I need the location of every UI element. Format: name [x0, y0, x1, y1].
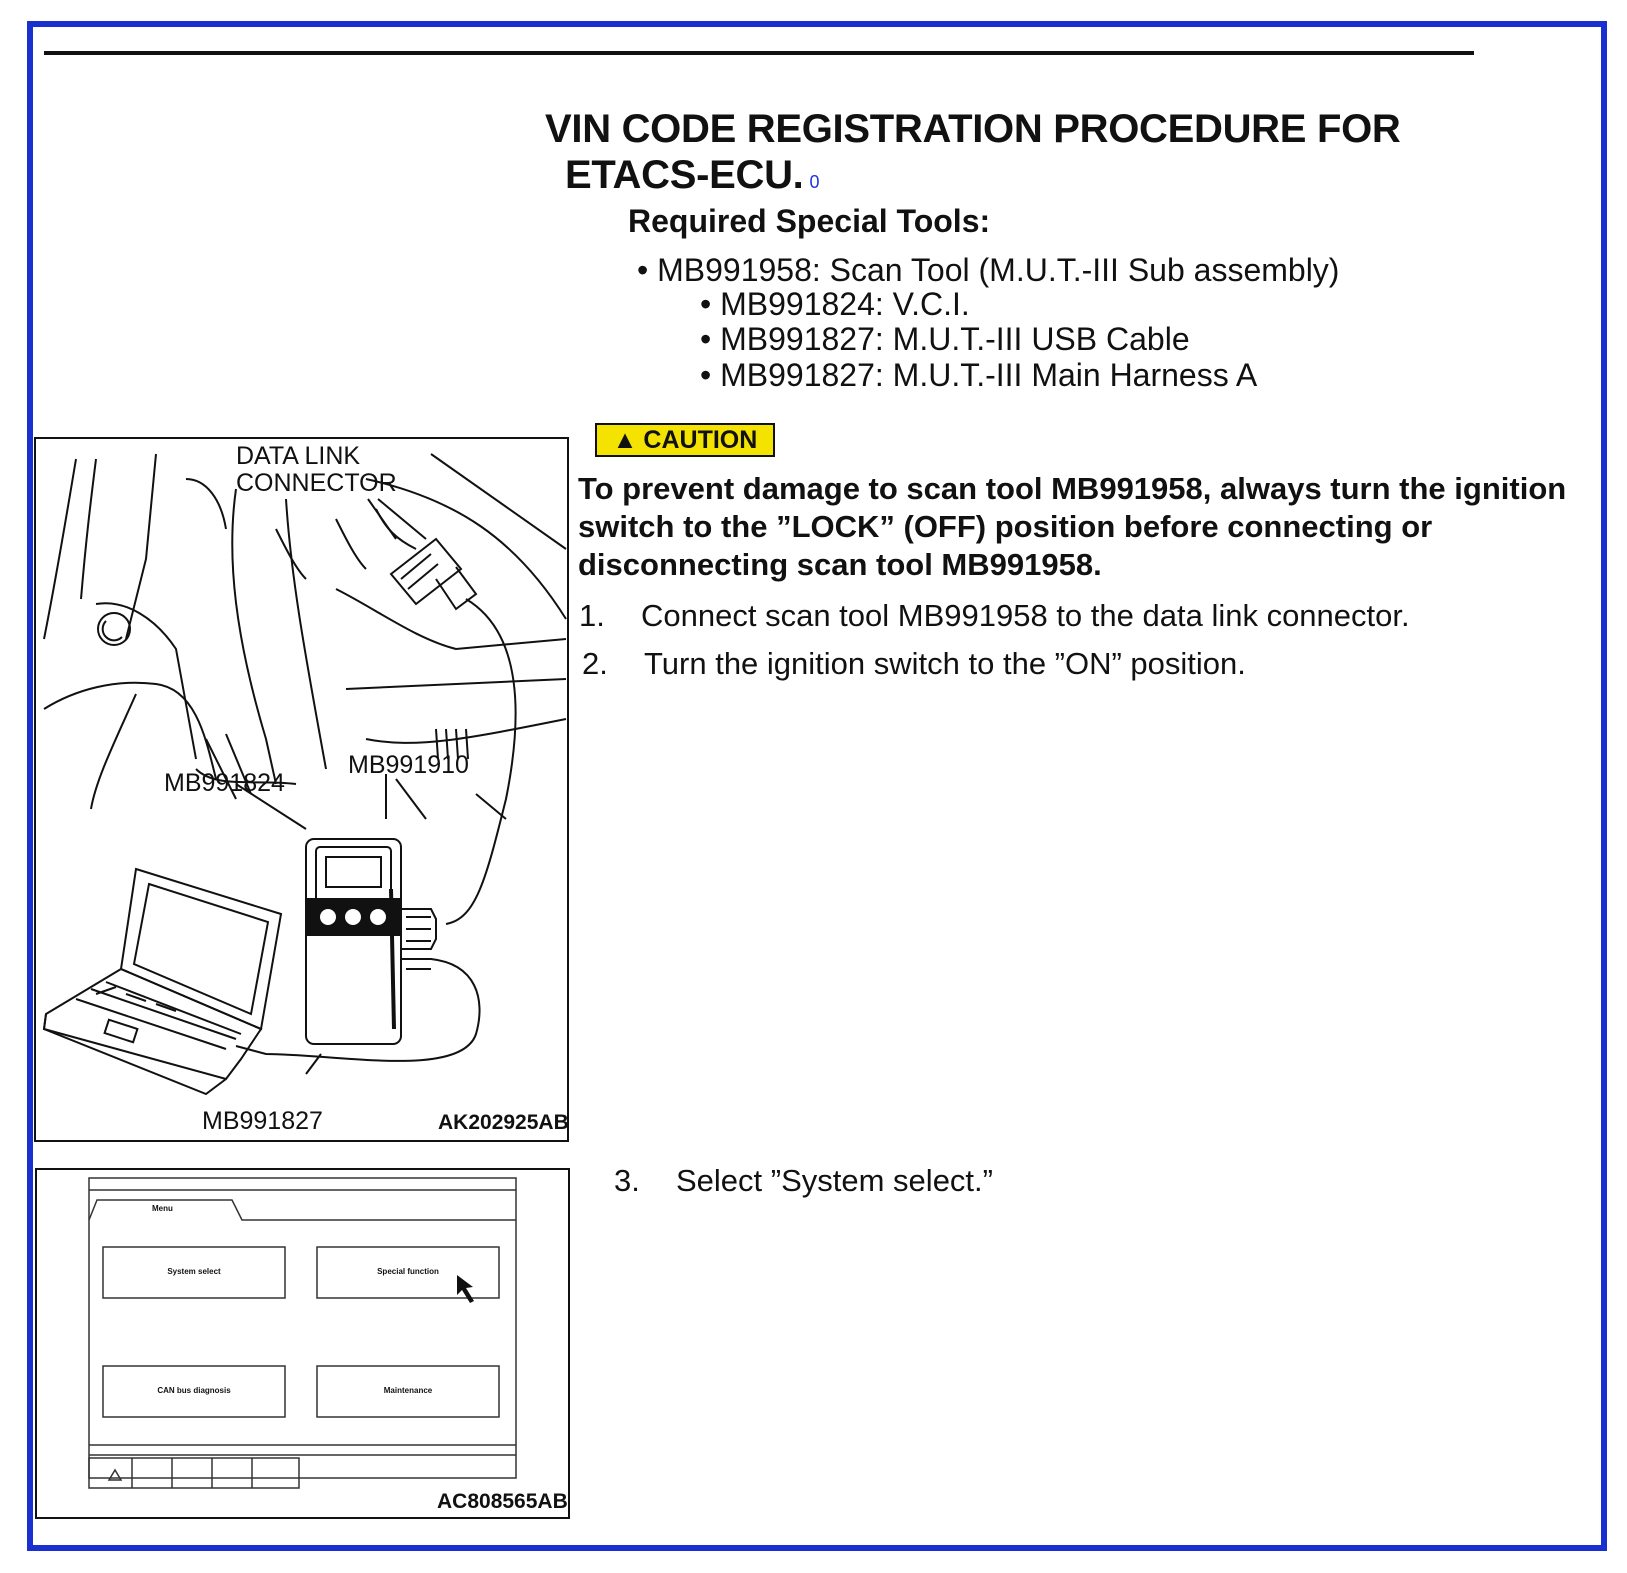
caution-text: To prevent damage to scan tool MB991958, always turn the ignition switch to the ”LOCK” (OFF) position before connecting or disconnecting scan tool MB991958. — [578, 471, 1567, 582]
figure-code-2: AC808565AB — [437, 1490, 568, 1513]
tool-item-2: • MB991824: V.C.I. — [700, 286, 970, 322]
title-marker[interactable]: 0 — [809, 172, 820, 192]
required-tools-heading: Required Special Tools: — [628, 203, 991, 239]
special-function-button[interactable]: Special function — [377, 1267, 439, 1276]
label-vci: MB991824 — [164, 769, 285, 797]
title-line-2 — [545, 152, 1400, 205]
label-data-link-1: DATA LINK — [236, 442, 361, 470]
title-line-1: VIN CODE REGISTRATION PROCEDURE FOR — [545, 107, 1401, 151]
step-3-text: Select ”System select.” — [676, 1163, 993, 1198]
title-line-2-text: ETACS-ECU. — [565, 153, 804, 197]
connection-illustration — [36, 439, 571, 1144]
tool-item-1: • MB991958: Scan Tool (M.U.T.-III Sub assembly) — [637, 252, 1340, 288]
step-1-text: Connect scan tool MB991958 to the data link connector. — [641, 598, 1410, 633]
header-rule — [44, 51, 1474, 55]
label-usb-cable: MB991827 — [202, 1107, 323, 1135]
label-data-link-2: CONNECTOR — [236, 469, 397, 497]
maintenance-button[interactable]: Maintenance — [383, 1386, 433, 1395]
menu-screen-figure — [35, 1168, 570, 1519]
tool-item-3: • MB991827: M.U.T.-III USB Cable — [700, 321, 1190, 357]
step-2 — [582, 646, 1246, 682]
menu-screen-illustration — [37, 1170, 572, 1521]
menu-tab[interactable]: Menu — [152, 1204, 173, 1213]
step-1 — [579, 598, 1410, 634]
step-2-text: Turn the ignition switch to the ”ON” position. — [644, 646, 1246, 681]
warning-triangle-icon: ▲ — [612, 425, 638, 454]
step-3-number: 3. — [614, 1163, 640, 1198]
system-select-button[interactable]: System select — [167, 1267, 221, 1276]
step-3 — [614, 1163, 993, 1199]
page-title — [545, 106, 1400, 205]
tool-item-4: • MB991827: M.U.T.-III Main Harness A — [700, 357, 1258, 393]
caution-label: CAUTION — [643, 425, 758, 454]
connection-figure — [34, 437, 569, 1142]
label-harness: MB991910 — [348, 751, 469, 779]
caution-badge — [595, 423, 775, 457]
step-1-number: 1. — [579, 598, 605, 633]
can-bus-diagnosis-button[interactable]: CAN bus diagnosis — [157, 1386, 231, 1395]
figure-code-1: AK202925AB — [438, 1111, 569, 1134]
step-2-number: 2. — [582, 646, 608, 681]
